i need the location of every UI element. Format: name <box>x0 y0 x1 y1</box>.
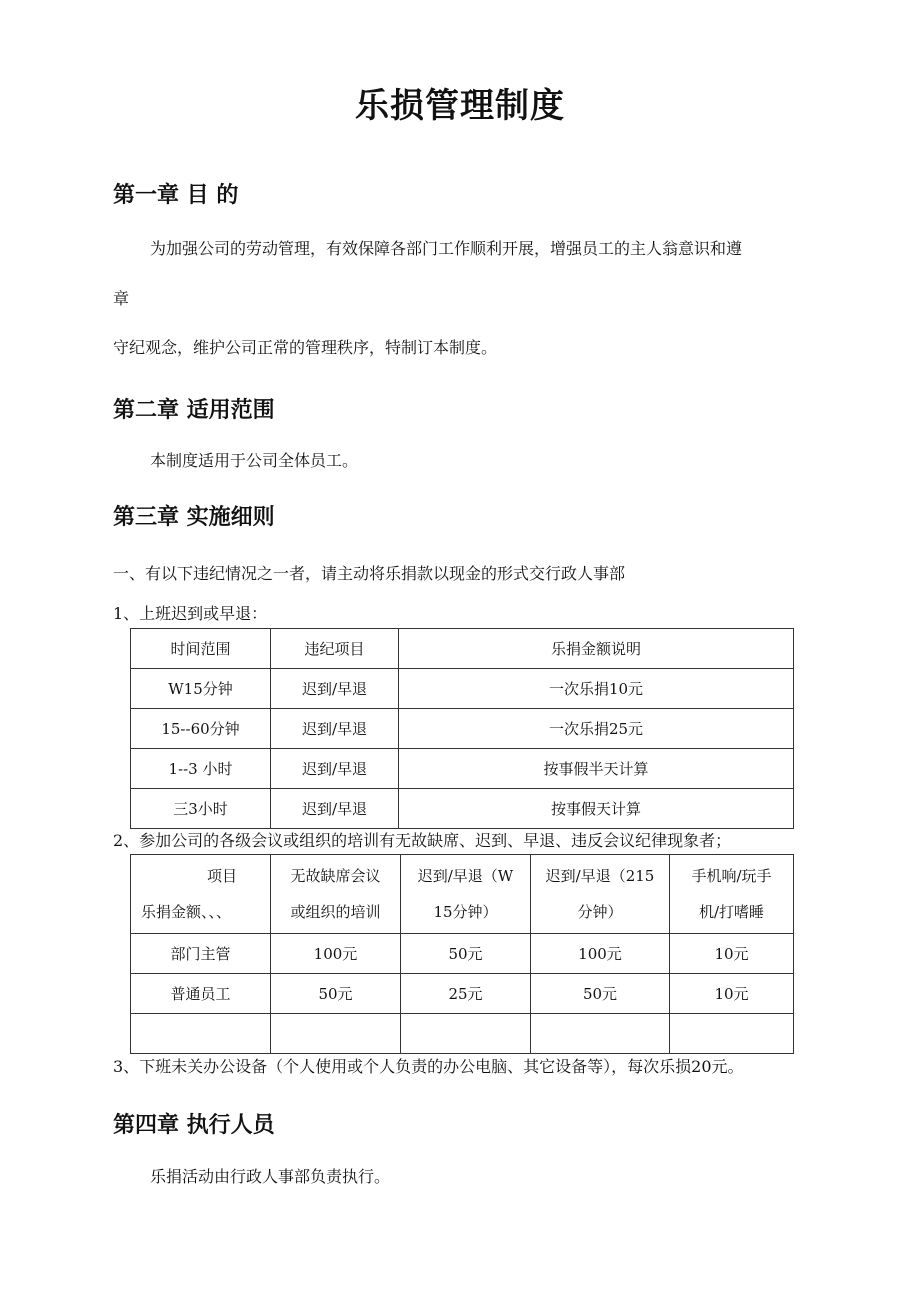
table-row <box>131 1014 794 1054</box>
chapter3-heading: 第三章 实施细则 <box>113 505 275 530</box>
header-line: 或组织的培训 <box>290 903 381 921</box>
document-title: 乐损管理制度 <box>355 86 565 126</box>
chapter3-item2: 2、参加公司的各级会议或组织的培训有无故缺席、迟到、早退、违反会议纪律现象者； <box>113 831 732 850</box>
table-header-cell <box>531 855 670 934</box>
table-cell: 50元 <box>531 974 670 1014</box>
table-cell: 迟到/早退 <box>271 789 399 829</box>
header-line: 分钟） <box>577 903 623 921</box>
corner-top-label: 项目 <box>207 867 238 885</box>
table-header-cell <box>271 855 401 934</box>
table-cell: 10元 <box>670 934 794 974</box>
table-cell: 50元 <box>401 934 531 974</box>
table-row <box>131 749 794 789</box>
chapter1-line3: 守纪观念，维护公司正常的管理秩序，特制订本制度。 <box>113 338 498 357</box>
table-cell: 一次乐捐10元 <box>399 669 794 709</box>
chapter2-text: 本制度适用于公司全体员工。 <box>150 451 359 470</box>
table-row <box>131 709 794 749</box>
table-cell <box>271 1014 401 1054</box>
lateness-table <box>130 628 794 829</box>
table-cell: 迟到/早退 <box>271 669 399 709</box>
table-cell: 三3小时 <box>131 789 271 829</box>
table-cell: 1--3 小时 <box>131 749 271 789</box>
table-cell: 15--60分钟 <box>131 709 271 749</box>
table-cell: 25元 <box>401 974 531 1014</box>
corner-bottom-label: 乐捐金额、、、 <box>141 903 232 921</box>
table-cell <box>131 1014 271 1054</box>
header-line: 无故缺席会议 <box>290 867 381 885</box>
table-header-cell: 违纪项目 <box>271 629 399 669</box>
header-line: 机/打嗜睡 <box>698 903 765 921</box>
table-header-cell: 乐捐金额说明 <box>399 629 794 669</box>
header-line: 15分钟） <box>433 903 498 921</box>
table-row <box>131 669 794 709</box>
table-row <box>131 934 794 974</box>
chapter4-heading: 第四章 执行人员 <box>113 1113 275 1138</box>
chapter1-line2: 章 <box>113 289 130 308</box>
chapter3-item1: 1、上班迟到或早退： <box>113 604 268 623</box>
table-header-cell <box>670 855 794 934</box>
chapter1-heading: 第一章 目 的 <box>113 183 239 208</box>
table-cell <box>401 1014 531 1054</box>
table-header-cell <box>401 855 531 934</box>
header-line: 迟到/早退（215 <box>545 867 655 885</box>
table-cell: 100元 <box>271 934 401 974</box>
table-cell: 按事假半天计算 <box>399 749 794 789</box>
header-line: 手机响/玩手 <box>691 867 772 885</box>
chapter1-line1: 为加强公司的劳动管理，有效保障各部门工作顺利开展，增强员工的主人翁意识和遵 <box>150 239 743 258</box>
table-cell: 迟到/早退 <box>271 709 399 749</box>
chapter3-intro: 一、有以下违纪情况之一者，请主动将乐捐款以现金的形式交行政人事部 <box>113 564 626 583</box>
table-header-row <box>131 629 794 669</box>
table-cell: 100元 <box>531 934 670 974</box>
table-cell: W15分钟 <box>131 669 271 709</box>
table-cell: 部门主管 <box>131 934 271 974</box>
table-row <box>131 974 794 1014</box>
table-cell: 50元 <box>271 974 401 1014</box>
table-cell: 按事假天计算 <box>399 789 794 829</box>
table-cell: 一次乐捐25元 <box>399 709 794 749</box>
meeting-penalty-table <box>130 854 794 1054</box>
table-header-row <box>131 855 794 934</box>
chapter2-heading: 第二章 适用范围 <box>113 398 275 423</box>
chapter4-text: 乐捐活动由行政人事部负责执行。 <box>150 1167 391 1186</box>
table-header-cell: 时间范围 <box>131 629 271 669</box>
table-row <box>131 789 794 829</box>
table-cell <box>531 1014 670 1054</box>
table-cell: 迟到/早退 <box>271 749 399 789</box>
table-cell <box>670 1014 794 1054</box>
table-corner-cell <box>131 855 271 934</box>
table-cell: 10元 <box>670 974 794 1014</box>
header-line: 迟到/早退（W <box>417 867 514 885</box>
chapter3-item3: 3、下班未关办公设备（个人使用或个人负责的办公电脑、其它设备等），每次乐损20元。 <box>113 1057 744 1076</box>
table-cell: 普通员工 <box>131 974 271 1014</box>
